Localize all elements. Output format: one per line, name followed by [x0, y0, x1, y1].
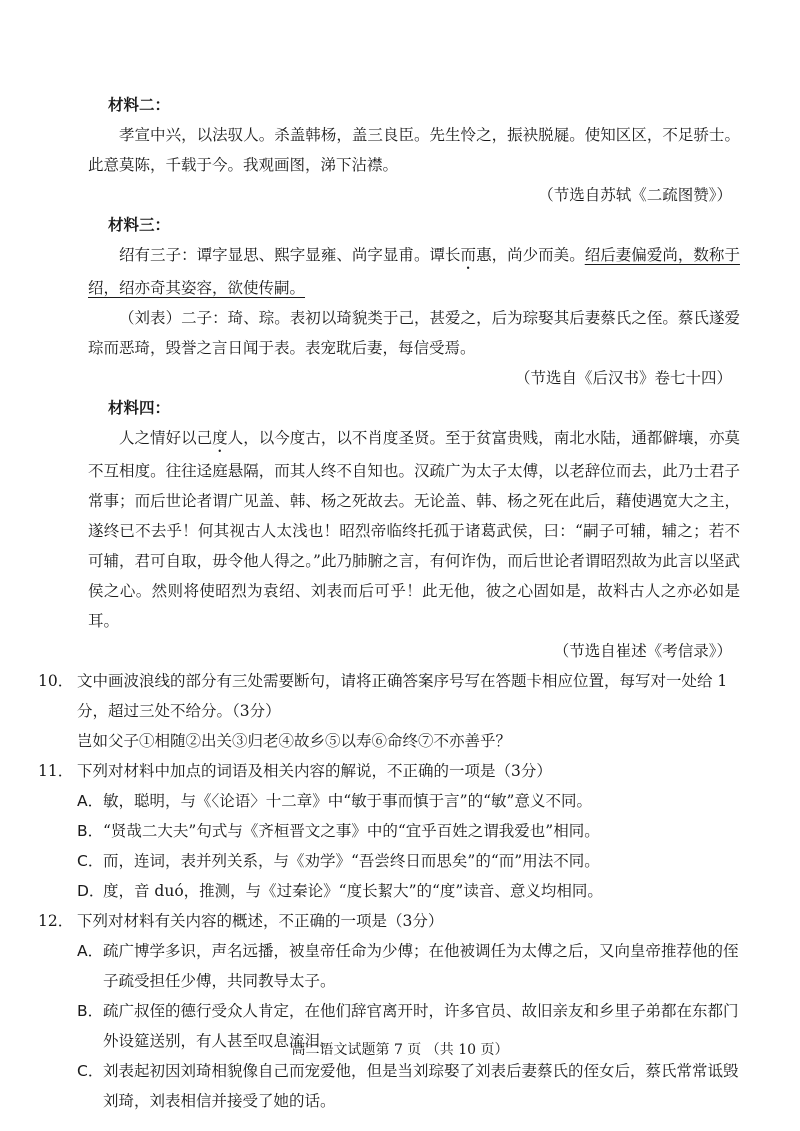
- material-two: [88, 90, 740, 210]
- material-two-title: 材料二：: [108, 96, 171, 114]
- material-three-para-one: [88, 240, 740, 303]
- question-11-option-a: [30, 786, 740, 816]
- material-three-para-two: （刘表）二子：琦、琮。表初以琦貌类于己，甚爱之，后为琮娶其后妻蔡氏之侄。蔡氏遂爱琮而恶琦，毁誉之言日闻于表。表宠耽后妻，每信受焉。: [88, 309, 740, 357]
- question-11-stem: 下列对材料中加点的词语及相关内容的解说，不正确的一项是（3分）: [77, 762, 552, 780]
- question-11-option-b: [30, 816, 740, 846]
- question-11: [30, 756, 740, 786]
- material-three-title: 材料三：: [108, 216, 171, 234]
- option-text: 敏，聪明，与《〈论语〉十二章》中“敏于事而慎于言”的“敏”意义不同。: [103, 792, 592, 810]
- option-text: 度，音 duó，推测，与《过秦论》“度长絜大”的“度”读音、意义均相同。: [103, 882, 603, 900]
- option-label: D．: [77, 882, 105, 900]
- option-text: “贤哉二大夫”句式与《齐桓晋文之事》中的“宜乎百姓之谓我爱也”相同。: [103, 822, 600, 840]
- material-four-title: 材料四：: [108, 399, 171, 417]
- question-10-number: 10．: [38, 672, 74, 690]
- material-three-text-b: 惠，尚少而美。: [476, 246, 585, 264]
- option-text: 疏广叔侄的德行受众人肯定，在他们辞官离开时，许多官员、故旧亲友和乡里子弟都在东都门外设筵送别，有人甚至叹息流泪。: [103, 1002, 739, 1050]
- material-two-text: 孝宣中兴，以法驭人。杀盖韩杨，盖三良臣。先生怜之，振袂脱屣。使知区区，不足骄士。此意莫陈，千载于今。我观画图，涕下沾襟。: [88, 126, 740, 174]
- material-three: [88, 210, 740, 393]
- question-12-option-c: [30, 1056, 740, 1116]
- option-label: C．: [77, 1062, 104, 1080]
- option-label: C．: [77, 852, 104, 870]
- question-12-option-a: [30, 936, 740, 996]
- material-four-text-a: 人之情好以己: [119, 429, 213, 447]
- question-12: [30, 906, 740, 936]
- material-four-text-b: 人，以今度古，以不肖度圣贤。至于贫富贵贱，南北水陆，通都僻壤，亦莫不互相度。往往迳庭悬隔，而其人终不自知也。汉疏广为太子太傅，以老辞位而去，此乃士君子常事；而后世论者谓广见盖、韩、杨之死故去。无论盖、韩、杨之死在此后，藉使遇宽大之主，遂终已不去乎！何其视古人太浅也！昭烈帝临终托孤于诸葛武侯，曰：“嗣子可辅，辅之；若不可辅，君可自取，毋令他人得之。”此乃肺腑之言，有何诈伪，而后世论者谓昭烈故为此言以坚武侯之心。然则将使昭烈为袁绍、刘表而后可乎！此无他，彼之心固如是，故料古人之亦必如是耳。: [88, 429, 740, 630]
- page-footer: 高二语文试题第 7 页 （共 10 页）: [291, 1042, 509, 1058]
- option-label: A．: [77, 792, 104, 810]
- question-10: [30, 666, 740, 726]
- material-three-text-a: 绍有三子：谭字显思、熙字显雍、尚字显甫。谭长: [119, 246, 461, 264]
- question-11-option-c: [30, 846, 740, 876]
- option-text: 疏广博学多识，声名远播，被皇帝任命为少傅；在他被调任为太傅之后，又向皇帝推荐他的侄子疏受担任少傅，共同教导太子。: [103, 942, 739, 990]
- question-11-number: 11．: [38, 762, 74, 780]
- material-three-source: （节选自《后汉书》卷七十四）: [514, 369, 732, 387]
- question-12-number: 12．: [38, 912, 74, 930]
- option-label: B．: [77, 822, 104, 840]
- material-four-text: [88, 423, 740, 636]
- material-two-source: （节选自苏轼《二疏图赞》）: [538, 186, 732, 204]
- option-text: 刘表起初因刘琦相貌像自己而宠爱他，但是当刘琮娶了刘表后妻蔡氏的侄女后，蔡氏常常诋毁刘琦，刘表相信并接受了她的话。: [103, 1062, 739, 1110]
- dotted-char-du: 度: [212, 429, 228, 447]
- material-four-source: （节选自崔述《考信录》）: [553, 642, 732, 660]
- option-text: 而，连词，表并列关系，与《劝学》“吾尝终日而思矣”的“而”用法不同。: [103, 852, 600, 870]
- question-12-stem: 下列对材料有关内容的概述，不正确的一项是（3分）: [77, 912, 444, 930]
- option-label: A．: [77, 942, 104, 960]
- material-four: [88, 393, 740, 666]
- question-10-sentence: 岂如父子①相随②出关③归老④故乡⑤以寿⑥命终⑦不亦善乎？: [77, 732, 512, 750]
- wavy-underlined-text: 绍后妻偏爱尚，数称于绍，绍亦奇其姿容，欲使传嗣。: [88, 246, 740, 297]
- dotted-char-er: 而: [460, 246, 477, 264]
- question-10-stem: 文中画波浪线的部分有三处需要断句，请将正确答案序号写在答题卡相应位置，每写对一处给 1 分，超过三处不给分。（3分）: [77, 672, 728, 720]
- option-label: B．: [77, 1002, 104, 1020]
- question-11-option-d: [30, 876, 740, 906]
